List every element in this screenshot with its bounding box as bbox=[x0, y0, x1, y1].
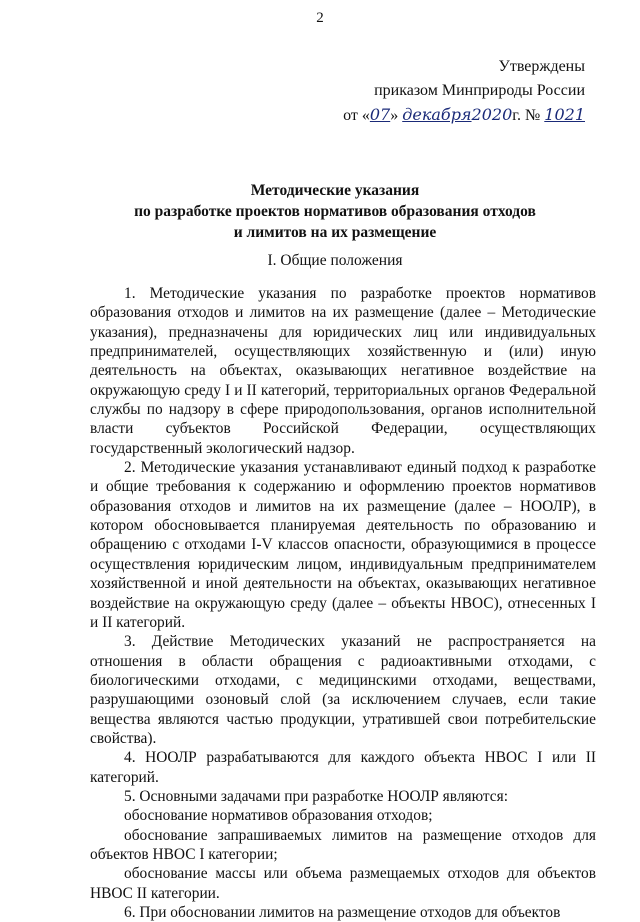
approval-line-1: Утверждены bbox=[498, 58, 585, 75]
title-line-3: и лимитов на их размещение bbox=[233, 224, 437, 241]
paragraph-3: 3. Действие Методических указаний не распространяется на отношения в области обращения с радиоактивными отходами, с биологическими отходами, с медицинскими отходами, веществами, разрушающими озоновый слой (за исключением случаев, если такие вещества являются частью продукции, утратившей свои потребительские свойства). bbox=[90, 633, 596, 747]
approval-block bbox=[343, 55, 585, 128]
title-line-2: по разработке проектов нормативов образования отходов bbox=[134, 203, 536, 220]
paragraph-task-1: обоснование нормативов образования отходов; bbox=[124, 807, 433, 825]
paragraph-6: 6. При обосновании лимитов на размещение отходов для объектов bbox=[124, 904, 561, 921]
handwritten-year: 2020 bbox=[471, 105, 513, 124]
handwritten-day: 07 bbox=[369, 105, 391, 124]
handwritten-order-number: 1021 bbox=[544, 105, 585, 124]
document-title bbox=[60, 180, 610, 243]
paragraph-2: 2. Методические указания устанавливают единый подход к разработке и общие требования к содержанию и оформлению проектов нормативов образования отходов и лимитов на их размещение (далее – НООЛР), в котором обосновывается планируемая деятельность по образованию и обращению с отходами I-V классов опасности, образующимися в процессе осуществления юридическим лицом, индивидуальным предпринимателем хозяйственной и иной деятельности на объектах, оказывающих негативное воздействие на окружающую среду (далее – объекты НВОС), отнесенных I и II категорий. bbox=[90, 459, 596, 631]
date-close-quote: » bbox=[390, 107, 399, 124]
date-prefix: от « bbox=[343, 107, 370, 124]
paragraph-task-2: обоснование запрашиваемых лимитов на размещение отходов для объектов НВОС I категории; bbox=[90, 826, 596, 863]
approval-line-2: приказом Минприроды России bbox=[374, 82, 585, 99]
paragraph-1: 1. Методические указания по разработке проектов нормативов образования отходов и лимитов на их размещение (далее – Методические указания), предназначены для юридических лиц или индивидуальных предпринимателей, осуществляющих хозяйственную и (или) иную деятельность на объектах, оказывающих негативное воздействие на окружающую среду I и II категорий, территориальных органов Федеральной службы по надзору в сфере природопользования, органов исполнительной власти субъектов Российской Федерации, осуществляющих государственный экологический надзор. bbox=[90, 285, 596, 457]
paragraph-5: 5. Основными задачами при разработке НООЛР являются: bbox=[124, 787, 508, 805]
year-suffix: г. bbox=[512, 107, 522, 124]
handwritten-month: декабря bbox=[402, 105, 472, 124]
approval-date-line bbox=[343, 103, 585, 128]
paragraph-4: 4. НООЛР разрабатываются для каждого объекта НВОС I или II категорий. bbox=[90, 749, 596, 786]
paragraph-task-3: обоснование массы или объема размещаемых отходов для объектов НВОС II категории. bbox=[90, 865, 596, 902]
number-label: № bbox=[521, 107, 541, 124]
page-number: 2 bbox=[316, 10, 324, 26]
title-line-1: Методические указания bbox=[250, 182, 420, 199]
section-heading: I. Общие положения bbox=[267, 252, 403, 269]
document-body bbox=[90, 284, 596, 922]
